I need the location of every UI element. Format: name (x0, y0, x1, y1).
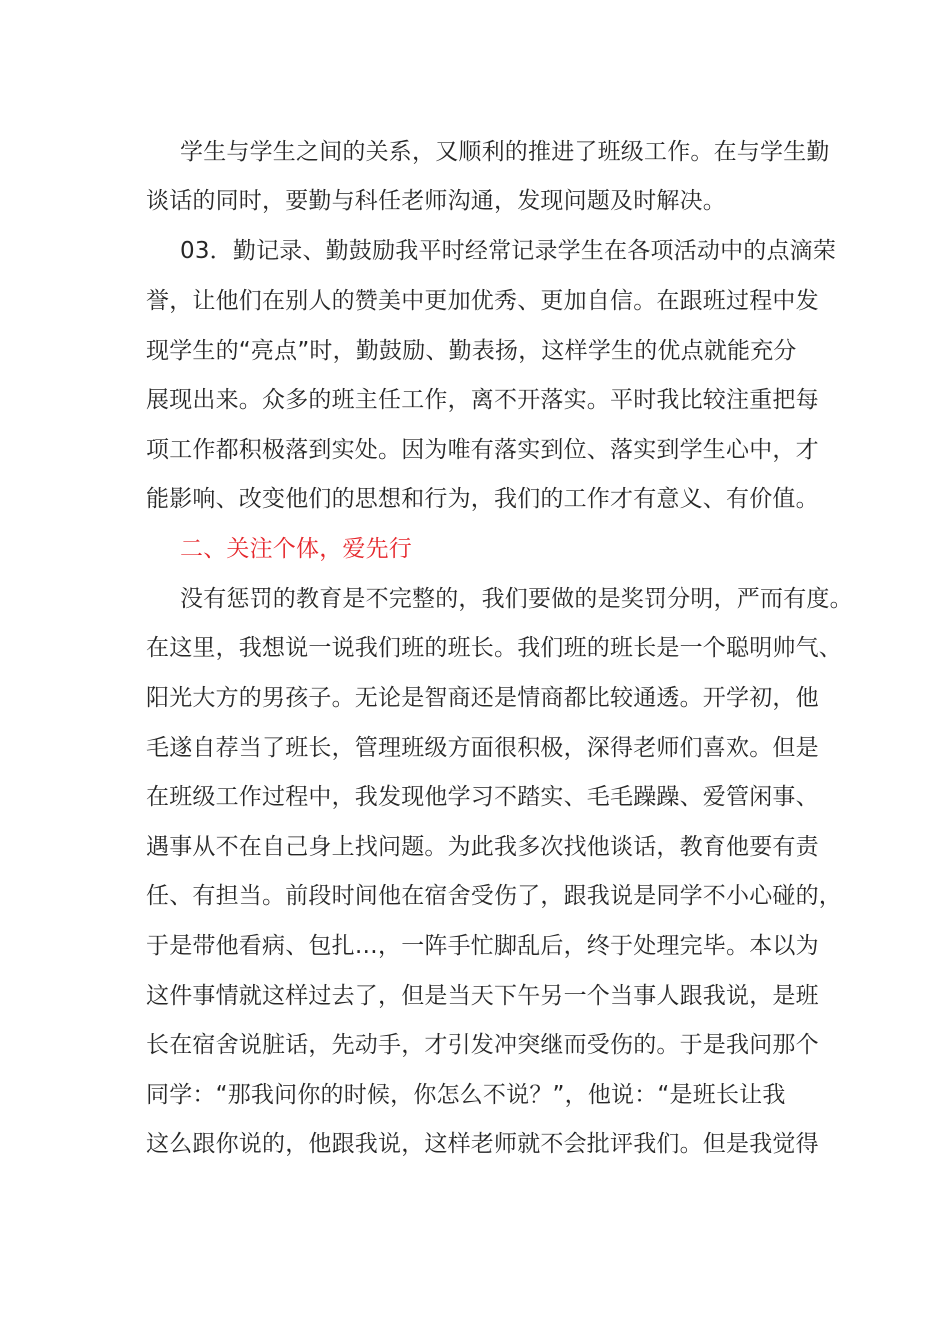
paragraph-line: 03．勤记录、勤鼓励我平时经常记录学生在各项活动中的点滴荣 (180, 238, 837, 264)
paragraph-line: 遇事从不在自己身上找问题。为此我多次找他谈话，教育他要有责 (146, 834, 819, 860)
paragraph-line: 长在宿舍说脏话，先动手，才引发冲突继而受伤的。于是我问那个 (146, 1032, 819, 1058)
paragraph-line: 同学：“那我问你的时候，你怎么不说？”，他说：“是班长让我 (146, 1082, 786, 1108)
paragraph-line: 现学生的“亮点”时，勤鼓励、勤表扬，这样学生的优点就能充分 (146, 338, 797, 364)
paragraph-line: 这件事情就这样过去了，但是当天下午另一个当事人跟我说，是班 (146, 983, 819, 1009)
paragraph-line: 毛遂自荐当了班长，管理班级方面很积极，深得老师们喜欢。但是 (146, 735, 819, 761)
paragraph-line: 阳光大方的男孩子。无论是智商还是情商都比较通透。开学初，他 (146, 685, 819, 711)
paragraph-line: 誉，让他们在别人的赞美中更加优秀、更加自信。在跟班过程中发 (146, 288, 819, 314)
paragraph-line: 没有惩罚的教育是不完整的，我们要做的是奖罚分明，严而有度。 (180, 586, 853, 612)
paragraph-line: 这么跟你说的，他跟我说，这样老师就不会批评我们。但是我觉得 (146, 1131, 819, 1157)
paragraph-line: 任、有担当。前段时间他在宿舍受伤了，跟我说是同学不小心碰的， (146, 883, 842, 909)
paragraph-line: 于是带他看病、包扎…，一阵手忙脚乱后，终于处理完毕。本以为 (146, 933, 819, 959)
paragraph-line: 能影响、改变他们的思想和行为，我们的工作才有意义、有价值。 (146, 486, 819, 512)
paragraph-line: 学生与学生之间的关系，又顺利的推进了班级工作。在与学生勤 (180, 139, 830, 165)
paragraph-line: 在班级工作过程中，我发现他学习不踏实、毛毛躁躁、爱管闲事、 (146, 784, 819, 810)
paragraph-line: 谈话的同时，要勤与科任老师沟通，发现问题及时解决。 (146, 188, 726, 214)
paragraph-line: 在这里，我想说一说我们班的班长。我们班的班长是一个聪明帅气、 (146, 635, 842, 661)
paragraph-line: 展现出来。众多的班主任工作，离不开落实。平时我比较注重把每 (146, 387, 819, 413)
paragraph-line: 项工作都积极落到实处。因为唯有落实到位、落实到学生心中，才 (146, 437, 819, 463)
section-heading: 二、关注个体，爱先行 (180, 536, 412, 562)
